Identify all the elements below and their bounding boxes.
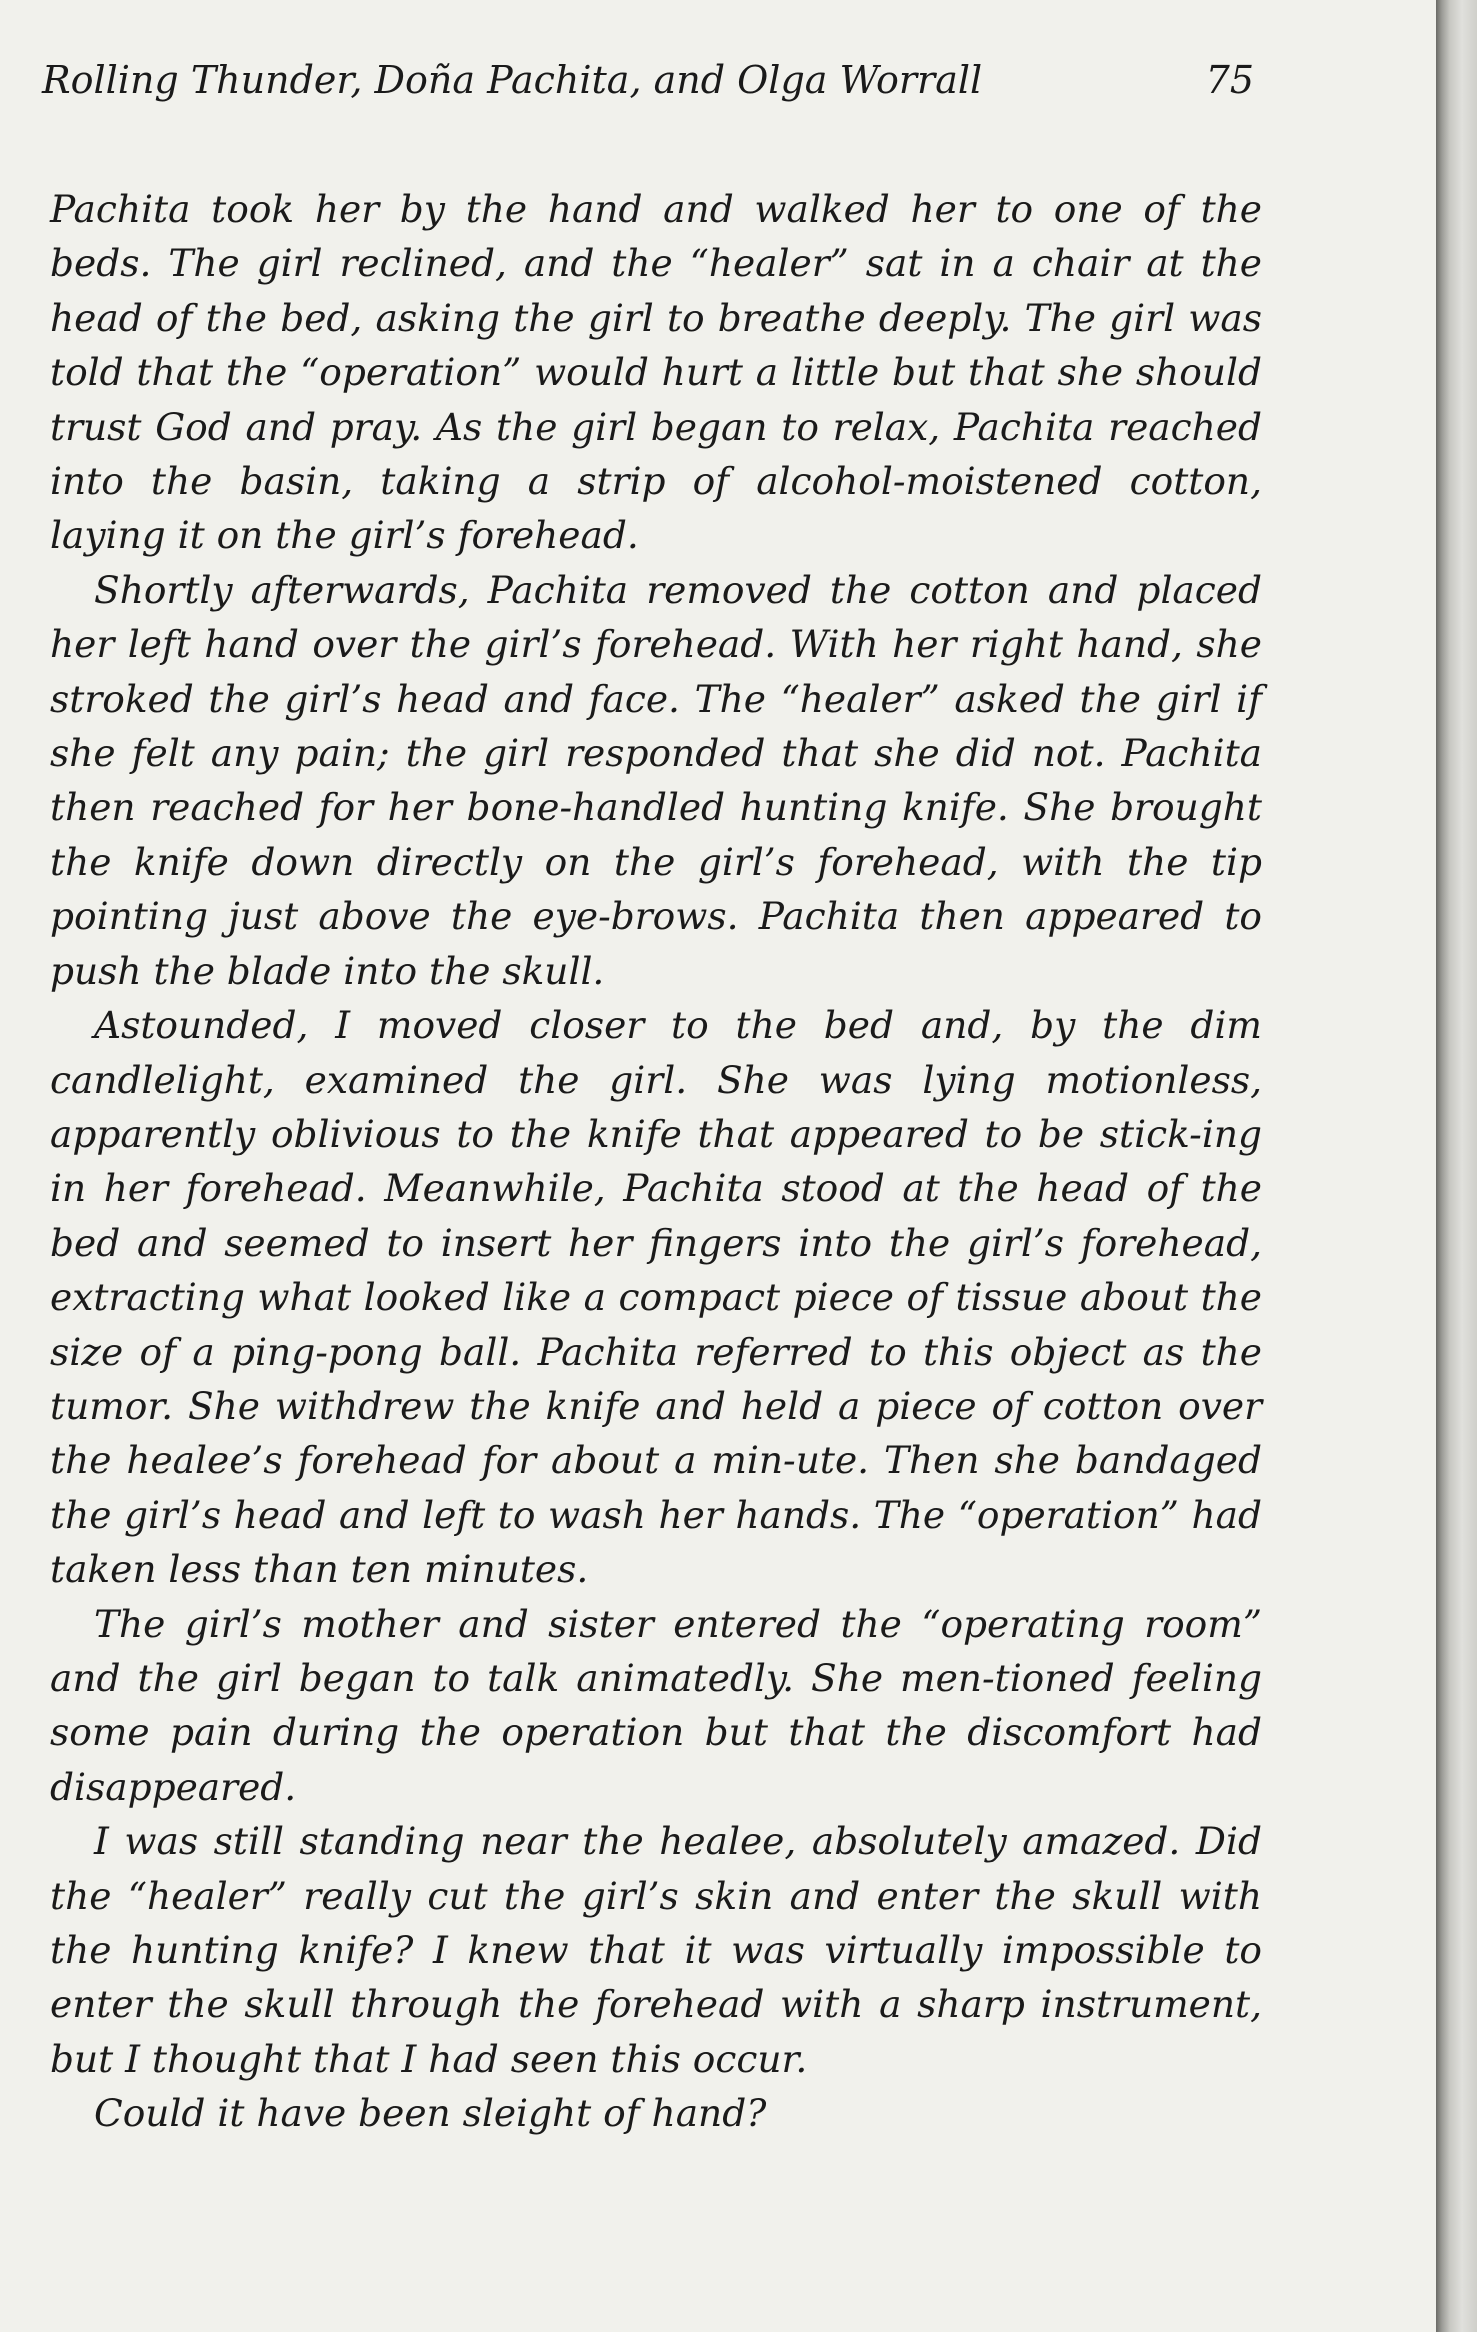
- paragraph: I was still standing near the healee, absolutely amazed. Did the “healer” really cut the girl’s skin and enter the skull with the hunting knife? I knew that it was virtually impossible to enter the skull through the forehead with a sharp instrument, but I thought that I had seen this occur.: [50, 1819, 1262, 2081]
- page-number: 75: [1205, 58, 1254, 102]
- page-edge: [1436, 0, 1477, 2332]
- body-text: [50, 182, 1262, 2141]
- paragraph: The girl’s mother and sister entered the “operating room” and the girl began to talk animatedly. She men-tioned feeling some pain during the operation but that the discomfort had disappeared.: [50, 1601, 1262, 1809]
- paragraph: Shortly afterwards, Pachita removed the cotton and placed her left hand over the girl’s forehead. With her right hand, she stroked the girl’s head and face. The “healer” asked the girl if she felt any pain; the girl responded that she did not. Pachita then reached for her bone-handled hunting knife. She brought the knife down directly on the girl’s forehead, with the tip pointing just above the eye-brows. Pachita then appeared to push the blade into the skull.: [50, 567, 1262, 993]
- paragraph: Could it have been sleight of hand?: [94, 2091, 767, 2136]
- running-head: [42, 58, 1254, 118]
- running-head-title: Rolling Thunder, Doña Pachita, and Olga Worrall: [42, 58, 983, 102]
- paragraph: Pachita took her by the hand and walked her to one of the beds. The girl reclined, and the “healer” sat in a chair at the head of the bed, asking the girl to breathe deeply. The girl was told that the “operation” would hurt a little but that she should trust God and pray. As the girl began to relax, Pachita reached into the basin, taking a strip of alcohol-moistened cotton, laying it on the girl’s forehead.: [50, 187, 1262, 558]
- paragraph: Astounded, I moved closer to the bed and, by the dim candlelight, examined the girl. She was lying motionless, apparently oblivious to the knife that appeared to be stick-ing in her forehead. Meanwhile, Pachita stood at the head of the bed and seemed to insert her fingers into the girl’s forehead, extracting what looked like a compact piece of tissue about the size of a ping-pong ball. Pachita referred to this object as the tumor. She withdrew the knife and held a piece of cotton over the healee’s forehead for about a min-ute. Then she bandaged the girl’s head and left to wash her hands. The “operation” had taken less than ten minutes.: [50, 1003, 1262, 1592]
